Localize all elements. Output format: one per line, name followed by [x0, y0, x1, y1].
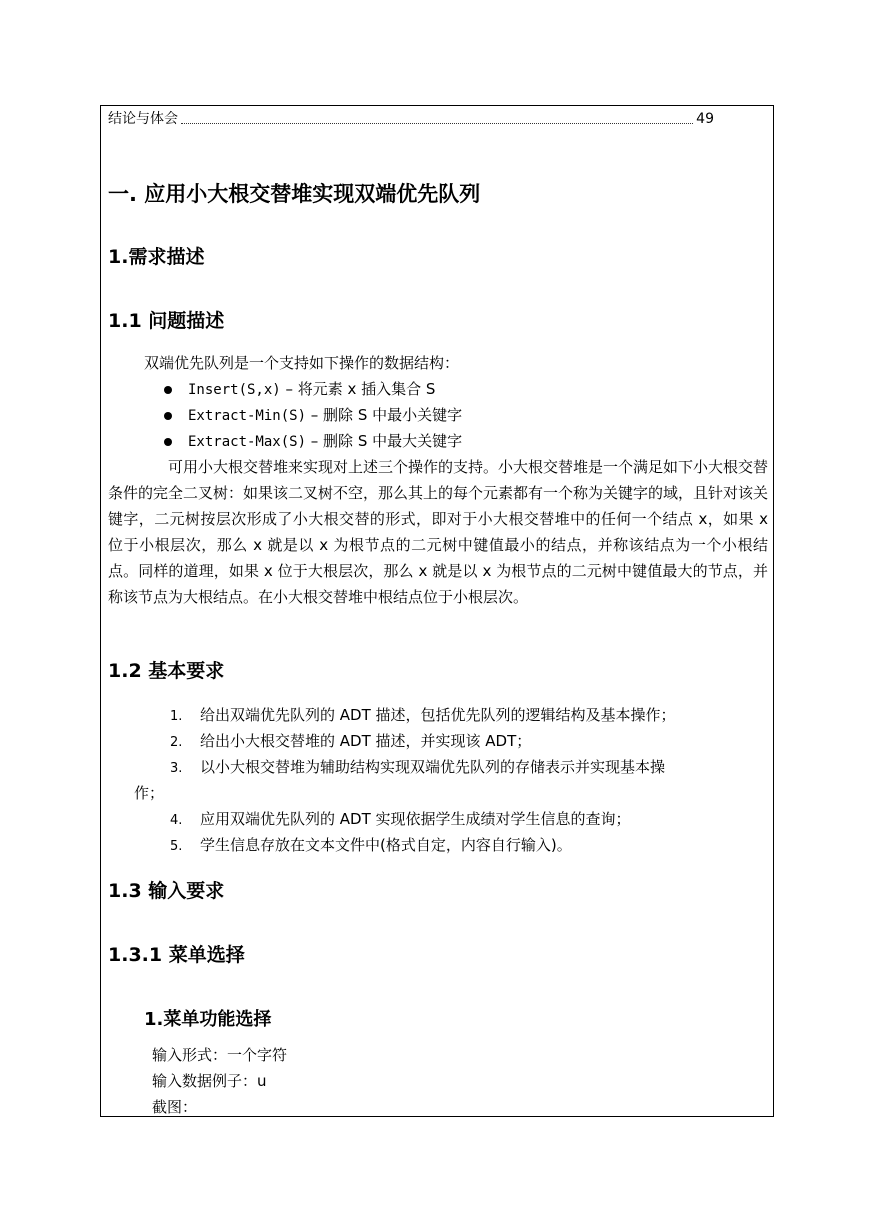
- requirement-item: [170, 756, 665, 777]
- toc-entry-page: 49: [696, 111, 714, 127]
- menu-screenshot-label: 截图：: [152, 1098, 198, 1116]
- section-heading-1-3-1: 1.3.1 菜单选择: [108, 944, 245, 966]
- toc-leader-dots: [181, 122, 693, 124]
- requirement-text: 给出小大根交替堆的 ADT 描述，并实现该 ADT；: [200, 732, 532, 750]
- requirement-number: 1.: [170, 709, 183, 724]
- requirement-number: 5.: [170, 839, 183, 854]
- requirement-number: 2.: [170, 735, 183, 750]
- requirement-item: [170, 808, 631, 829]
- bullet-desc: – 删除 S 中最大关键字: [306, 432, 463, 450]
- bullet-icon: [164, 438, 172, 446]
- description-paragraph: 可用小大根交替堆来实现对上述三个操作的支持。小大根交替堆是一个满足如下小大根交替条件的完全二叉树：如果该二叉树不空，那么其上的每个元素都有一个称为关键字的域，且针对该关键字，二元树按层次形成了小大根交替的形式，即对于小大根交替堆中的任何一个结点 x，如果 x 位于小根层次，那么 x 就是以 x 为根节点的二元树中键值最小的结点，并称该结点为一个小根结点。同样的道理，如果 x 位于大根层次，那么 x 就是以 x 为根节点的二元树中键值最大的节点，并称该节点为大根结点。在小大根交替堆中根结点位于小根层次。: [108, 458, 769, 606]
- requirement-text: 给出双端优先队列的 ADT 描述，包括优先队列的逻辑结构及基本操作；: [200, 706, 676, 724]
- menu-heading: 1.菜单功能选择: [144, 1009, 272, 1030]
- bullet-item: [164, 404, 462, 425]
- menu-input-example: 输入数据例子：u: [152, 1072, 267, 1090]
- requirement-item: [170, 730, 531, 751]
- requirement-text: 学生信息存放在文本文件中(格式自定，内容自行输入)。: [200, 836, 572, 854]
- toc-entry-label: 结论与体会: [108, 111, 178, 127]
- bullet-item: [164, 378, 435, 399]
- toc-entry[interactable]: [108, 108, 714, 128]
- bullet-icon: [164, 386, 172, 394]
- section-heading-1-2: 1.2 基本要求: [108, 660, 225, 682]
- requirement-continuation: 作；: [134, 784, 165, 802]
- bullet-code: Extract-Max(S): [188, 434, 307, 450]
- section-heading-1-3: 1.3 输入要求: [108, 880, 225, 902]
- requirement-text: 应用双端优先队列的 ADT 实现依据学生成绩对学生信息的查询；: [200, 810, 631, 828]
- section-heading-1-1: 1.1 问题描述: [108, 310, 225, 332]
- menu-input-format: 输入形式：一个字符: [152, 1046, 288, 1064]
- bullet-code: Extract-Min(S): [188, 408, 307, 424]
- chapter-heading: 一. 应用小大根交替堆实现双端优先队列: [108, 182, 481, 206]
- requirement-item: [170, 834, 572, 855]
- bullet-desc: – 删除 S 中最小关键字: [306, 406, 463, 424]
- bullet-desc: – 将元素 x 插入集合 S: [280, 380, 436, 398]
- bullet-icon: [164, 412, 172, 420]
- requirement-text: 以小大根交替堆为辅助结构实现双端优先队列的存储表示并实现基本操: [200, 758, 666, 776]
- bullet-item: [164, 430, 462, 451]
- requirement-number: 4.: [170, 813, 183, 828]
- bullet-code: Insert(S,x): [188, 382, 281, 398]
- section-heading-1: 1.需求描述: [108, 246, 205, 268]
- requirement-item: [170, 704, 676, 725]
- requirement-number: 3.: [170, 761, 183, 776]
- intro-text: 双端优先队列是一个支持如下操作的数据结构：: [144, 354, 460, 372]
